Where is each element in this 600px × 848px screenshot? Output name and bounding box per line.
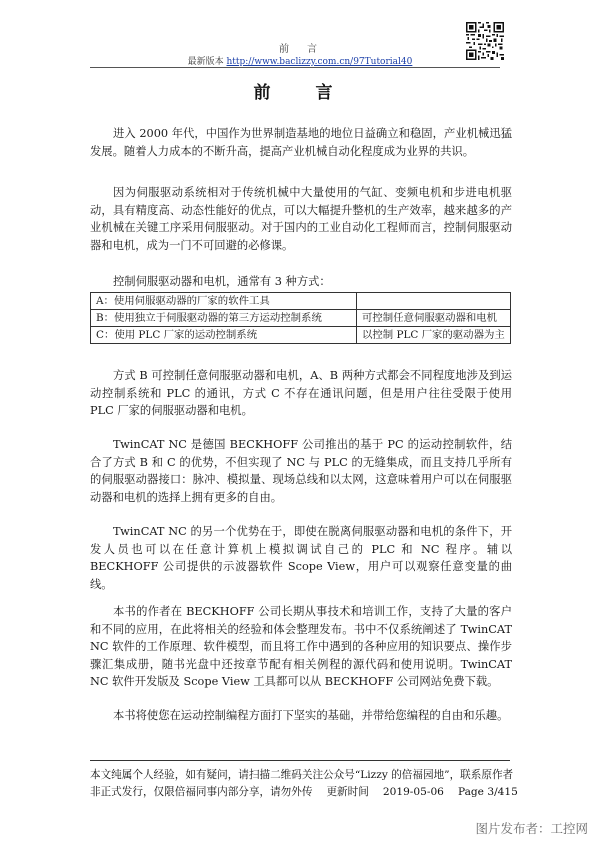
paragraph-simulation-advantage: TwinCAT NC 的另一个优势在于，即使在脱离伺服驱动器和电机的条件下，开发人员也可以在任意计算机上模拟调试自己的 PLC 和 NC 程序。辅以 BECKHOFF 公司提供的示波器软件 Scope View，用户可以观察任意变量的曲线。 xyxy=(90,525,512,591)
table-cell-note: 以控制 PLC 厂家的驱动器为主 xyxy=(357,327,511,344)
publisher-watermark: 图片发布者：工控网 xyxy=(475,821,588,836)
table-cell-note xyxy=(357,293,511,310)
paragraph-about-author: 本书的作者在 BECKHOFF 公司长期从事技术和培训工作，支持了大量的客户和不同的应用，在此将相关的经验和体会整理发布。书中不仅系统阐述了 TwinCAT NC 软件的工作原理、软件模型，而且将工作中遇到的各种应用的知识要点、操作步骤汇集成册，随书光盘中还按章节配有相关例程的源代码和使用说明。TwinCAT NC 软件开发版及 Scope View 工具都可以从 BECKHOFF 公司网站免费下载。 xyxy=(90,605,512,688)
table-cell-method: B：使用独立于伺服驱动器的第三方运动控制系统 xyxy=(91,310,357,327)
tutorial-url-link[interactable]: http://www.baclizzy.com.cn/97Tutorial40 xyxy=(226,57,413,67)
footer-disclaimer: 本文纯属个人经验，如有疑问，请扫描二维码关注公众号“Lizzy 的倍福园地”，联系原作者 xyxy=(90,769,514,781)
table-row xyxy=(91,293,511,310)
footer-update-date: 2019-05-06 xyxy=(382,785,444,798)
page-title: 前 言 xyxy=(253,83,347,103)
control-methods-table xyxy=(90,292,511,344)
footer-update-label: 更新时间 xyxy=(326,785,369,798)
table-row xyxy=(91,327,511,344)
qr-code-icon xyxy=(466,22,504,60)
table-row xyxy=(91,310,511,327)
paragraph-industry-background: 进入 2000 年代，中国作为世界制造基地的地位日益确立和稳固，产业机械迅猛发展。随着人力成本的不断升高，提高产业机械自动化程度成为业界的共识。 xyxy=(90,127,512,158)
header-divider xyxy=(90,67,500,68)
running-header-subline xyxy=(0,54,600,67)
footer-page-number: Page 3/415 xyxy=(457,785,518,798)
footer-info-line xyxy=(90,784,522,801)
footer-distribution-note: 非正式发行，仅限倍福同事内部分享，请勿外传 xyxy=(90,785,313,798)
table-cell-note: 可控制任意伺服驱动器和电机 xyxy=(357,310,511,327)
footer-divider xyxy=(90,760,510,761)
paragraph-three-methods-intro: 控制伺服驱动器和电机，通常有 3 种方式： xyxy=(113,275,331,288)
page-footer xyxy=(90,767,522,800)
paragraph-closing: 本书将使您在运动控制编程方面打下坚实的基础，并带给您编程的自由和乐趣。 xyxy=(113,709,509,722)
paragraph-method-comparison: 方式 B 可控制任意伺服驱动器和电机，A、B 两种方式都会不同程度地涉及到运动控制系统和 PLC 的通讯，方式 C 不存在通讯问题，但是用户往往受限于使用 PLC 厂家的伺服驱动器和电机。 xyxy=(90,369,512,417)
paragraph-twincat-nc-intro: TwinCAT NC 是德国 BECKHOFF 公司推出的基于 PC 的运动控制软件，结合了方式 B 和 C 的优势，不但实现了 NC 与 PLC 的无缝集成，而且支持几乎所有的伺服驱动器接口：脉冲、模拟量、现场总线和以太网，这意味着用户可以在伺服驱动器和电机的选择上拥有更多的自由。 xyxy=(90,438,512,504)
table-cell-method: C：使用 PLC 厂家的运动控制系统 xyxy=(91,327,357,344)
latest-version-label: 最新版本 xyxy=(187,57,224,67)
running-header-title: 前 言 xyxy=(279,44,321,55)
paragraph-servo-advantages: 因为伺服驱动系统相对于传统机械中大量使用的气缸、变频电机和步进电机驱动，具有精度高、动态性能好的优点，可以大幅提升整机的生产效率，越来越多的产业机械在关键工序采用伺服驱动。对于国内的工业自动化工程师而言，控制伺服驱动器和电机，成为一门不可回避的必修课。 xyxy=(90,186,512,252)
table-cell-method: A：使用伺服驱动器的厂家的软件工具 xyxy=(91,293,357,310)
